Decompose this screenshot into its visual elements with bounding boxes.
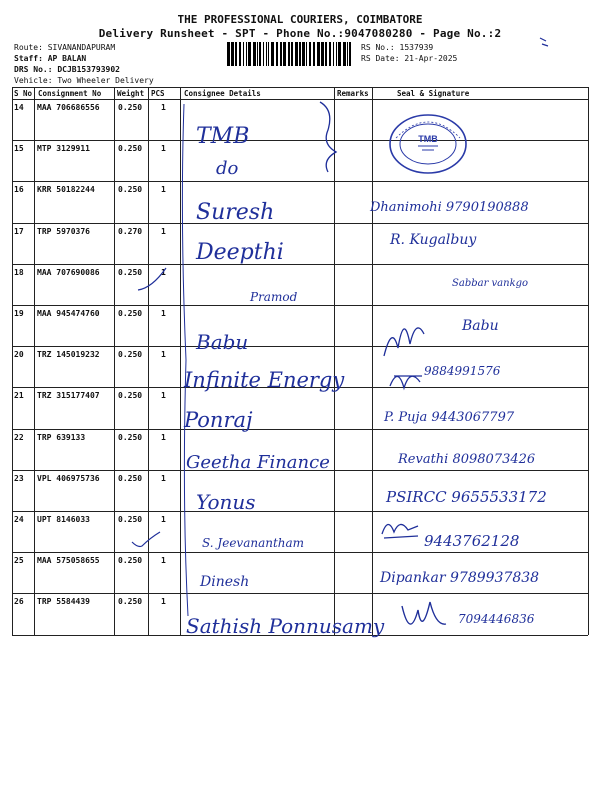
row-consignment-no: TRP 5584439 [37,597,90,607]
row-consignment-no: MTP 3129911 [37,144,90,154]
runsheet-subtitle: Delivery Runsheet - SPT - Phone No.:9047080280 - Page No.:2 [98,27,502,40]
consignee-handwriting: Suresh [196,200,275,225]
consignee-handwriting: S. Jeevanantham [202,536,305,550]
signature-scrawl-26 [396,596,456,646]
row-consignment-no: MAA 707690086 [37,267,100,277]
column-separator [114,87,115,635]
col-seal-signature: Seal & Signature [397,89,470,98]
signature-handwriting: Dipankar 9789937838 [380,570,540,586]
consignee-handwriting: Geetha Finance [186,452,330,473]
row-weight: 0.250 [118,473,143,483]
row-separator [12,223,588,224]
consignee-handwriting: Infinite Energy [184,368,345,392]
row-sno: 14 [14,103,24,112]
consignee-handwriting: Pramod [250,290,298,304]
row-consignment-no: TRZ 315177407 [37,391,100,401]
route-info [14,42,154,86]
column-separator [588,87,589,635]
column-separator [372,87,373,635]
row-sno: 24 [14,515,24,524]
row-weight: 0.250 [118,515,143,524]
drs-label: DRS No.: DCJB153793902 [14,65,120,74]
row-pcs: 1 [161,185,166,195]
col-sno: S No [14,89,33,98]
column-separator [148,87,149,635]
consignee-handwriting: Ponraj [184,408,253,432]
column-separator [34,87,35,635]
pen-mark-icon [538,36,552,48]
table-top-line [12,87,588,88]
signature-handwriting: Dhanimohi 9790190888 [370,200,529,215]
rs-number: RS No.: 1537939 [361,43,434,52]
row-consignment-no: KRR 50182244 [37,185,95,195]
signature-handwriting: Revathi 8098073426 [398,452,536,467]
row-pcs: 1 [161,267,166,277]
signature-handwriting: PSIRCC 9655533172 [386,488,547,506]
consignee-handwriting: TMB [196,124,250,149]
row-pcs: 1 [161,432,166,442]
row-separator [12,181,588,182]
signature-handwriting: 9884991576 [424,364,501,378]
tick-mark-18 [118,262,178,302]
consignee-handwriting: Dinesh [200,574,250,590]
col-weight: Weight [117,89,145,98]
margin-line [176,100,196,620]
row-sno: 16 [14,185,24,195]
col-consignee: Consignee Details [184,89,261,98]
row-consignment-no: MAA 575058655 [37,556,100,566]
row-consignment-no: TRP 5970376 [37,226,90,236]
signature-handwriting: 7094446836 [458,612,535,626]
row-pcs: 1 [161,597,166,607]
signature-scrawl-19 [378,304,428,364]
signature-handwriting: P. Puja 9443067797 [384,410,515,425]
row-pcs: 1 [161,473,166,483]
col-consignment: Consignment No [38,89,102,98]
consignee-handwriting: do [216,158,239,179]
row-pcs: 1 [161,350,166,360]
rs-info [361,42,457,64]
company-title: THE PROFESSIONAL COURIERS, COIMBATORE [177,13,423,26]
consignee-handwriting: Deepthi [196,240,284,265]
staff-label: Staff: AP BALAN [14,54,87,63]
tick-mark-24 [128,528,168,552]
row-weight: 0.250 [118,391,143,401]
column-separator [12,87,13,635]
row-pcs: 1 [161,556,166,566]
signature-handwriting: Babu [462,318,499,334]
row-weight: 0.250 [118,556,143,566]
row-pcs: 1 [161,515,166,524]
row-sno: 20 [14,350,24,360]
rs-date: RS Date: 21-Apr-2025 [361,54,458,63]
row-weight: 0.250 [118,103,143,112]
row-consignment-no: TRZ 145019232 [37,350,100,360]
row-weight: 0.250 [118,309,143,318]
route-label: Route: SIVANANDAPURAM [14,43,116,52]
signature-handwriting: 9443762128 [424,532,520,550]
row-separator [12,346,588,347]
consignee-handwriting: Babu [196,330,249,354]
row-separator [12,429,588,430]
row-sno: 26 [14,597,24,607]
row-pcs: 1 [161,309,166,318]
bank-seal-stamp [384,112,474,176]
row-weight: 0.270 [118,226,143,236]
row-separator [12,593,588,594]
signature-handwriting: R. Kugalbuy [390,232,477,248]
row-weight: 0.250 [118,432,143,442]
signature-scrawl-20 [386,362,426,398]
row-separator [12,305,588,306]
row-separator [12,552,588,553]
row-pcs: 1 [161,226,166,236]
signature-scrawl-24 [378,514,422,544]
row-pcs: 1 [161,144,166,154]
row-sno: 21 [14,391,24,401]
row-consignment-no: MAA 945474760 [37,309,100,318]
row-sno: 17 [14,226,24,236]
row-weight: 0.250 [118,267,143,277]
signature-handwriting: Sabbar vankgo [452,278,529,289]
row-weight: 0.250 [118,597,143,607]
col-pcs: PCS [151,89,165,98]
row-separator [12,511,588,512]
row-separator [12,264,588,265]
row-weight: 0.250 [118,185,143,195]
consignee-handwriting: Sathish Ponnusamy [186,614,385,638]
row-sno: 18 [14,267,24,277]
barcode [227,42,355,66]
bracket-mark [300,100,360,180]
row-consignment-no: MAA 706686556 [37,103,100,112]
row-weight: 0.250 [118,144,143,154]
row-pcs: 1 [161,391,166,401]
row-consignment-no: TRP 639133 [37,432,86,442]
row-sno: 22 [14,432,24,442]
row-sno: 19 [14,309,24,318]
consignee-handwriting: Yonus [196,490,256,514]
row-sno: 25 [14,556,24,566]
row-pcs: 1 [161,103,166,112]
row-consignment-no: UPT 8146033 [37,515,90,524]
col-remarks: Remarks [337,89,369,98]
row-sno: 15 [14,144,24,154]
row-sno: 23 [14,473,24,483]
vehicle-label: Vehicle: Two Wheeler Delivery [14,76,154,85]
stamp-text: TMB [418,134,438,144]
row-weight: 0.250 [118,350,143,360]
row-consignment-no: VPL 406975736 [37,473,100,483]
